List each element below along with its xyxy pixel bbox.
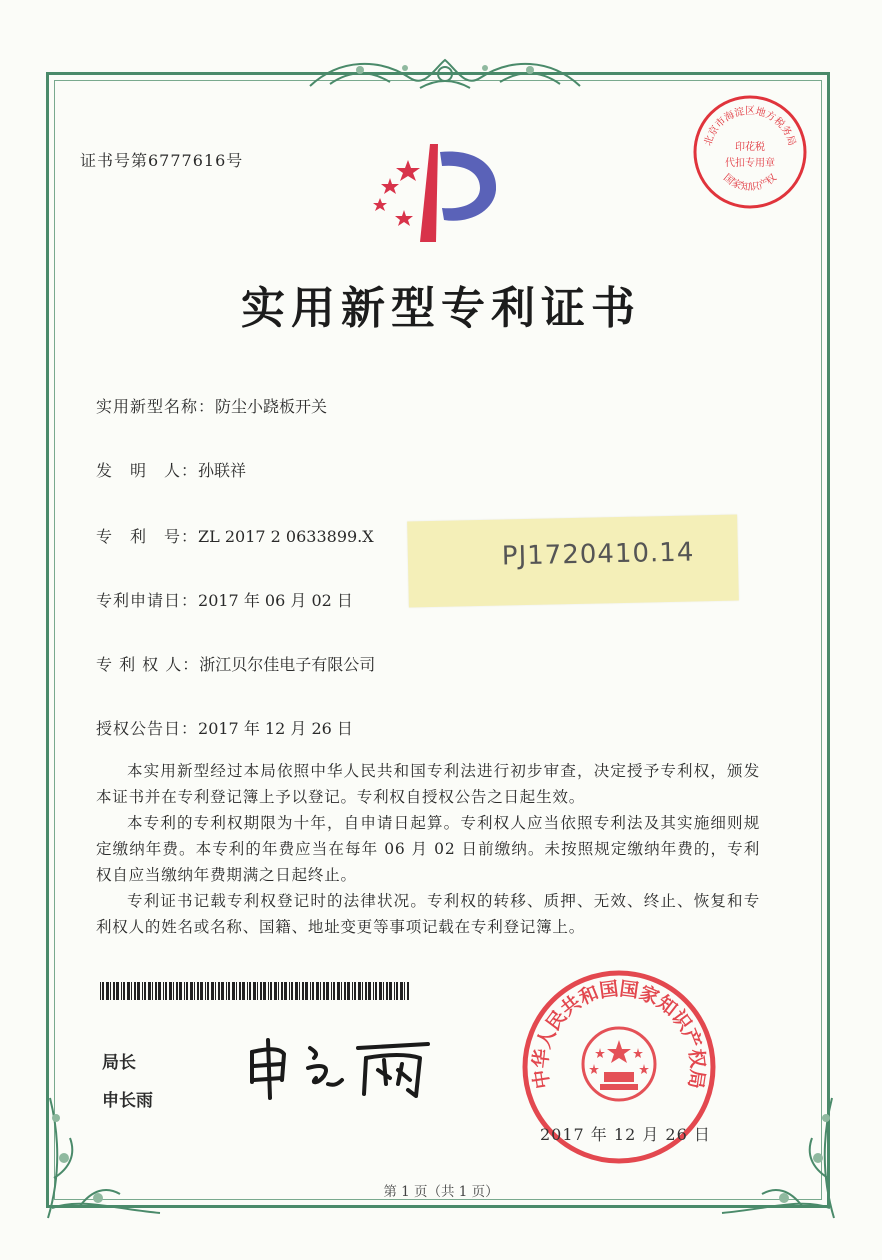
barcode-bar: [127, 982, 130, 1000]
barcode-bar: [249, 982, 251, 1000]
barcode-bar: [352, 982, 353, 1000]
director-title: 局长: [102, 1053, 136, 1073]
barcode-bar: [173, 982, 174, 1000]
barcode-bar: [176, 982, 178, 1000]
barcode-bar: [242, 982, 245, 1000]
barcode-bar: [386, 982, 388, 1000]
top-ornament-icon: [300, 48, 590, 94]
patent-office-logo-icon: [368, 138, 508, 244]
barcode-bar: [310, 982, 311, 1000]
barcode-bar: [400, 982, 403, 1000]
barcode-bar: [291, 982, 293, 1000]
barcode: [100, 982, 410, 1000]
barcode-bar: [379, 982, 382, 1000]
barcode-bar: [302, 982, 304, 1000]
barcode-bar: [341, 982, 342, 1000]
barcode-bar: [284, 982, 287, 1000]
barcode-bar: [110, 982, 111, 1000]
barcode-bar: [389, 982, 392, 1000]
field-value: 孙联祥: [198, 461, 247, 480]
corner-ornament-right-icon: [712, 1058, 842, 1228]
field-patent-number: [96, 524, 374, 547]
barcode-bar: [295, 982, 298, 1000]
field-label: 授权公告日：: [96, 719, 199, 738]
barcode-bar: [116, 982, 119, 1000]
barcode-bar: [337, 982, 340, 1000]
barcode-bar: [218, 982, 220, 1000]
barcode-bar: [179, 982, 182, 1000]
barcode-bar: [344, 982, 346, 1000]
field-grant-date: [96, 716, 353, 739]
barcode-bar: [134, 982, 136, 1000]
barcode-bar: [163, 982, 164, 1000]
barcode-bar: [211, 982, 214, 1000]
barcode-bar: [354, 982, 356, 1000]
barcode-bar: [226, 982, 227, 1000]
barcode-bar: [260, 982, 262, 1000]
barcode-bar: [247, 982, 248, 1000]
barcode-bar: [373, 982, 374, 1000]
field-label: 实用新型名称：: [96, 397, 216, 416]
barcode-bar: [102, 982, 104, 1000]
barcode-bar: [347, 982, 350, 1000]
barcode-bar: [194, 982, 195, 1000]
tax-stamp-bottom-text: 国家知识产权: [721, 172, 779, 194]
field-application-date: [96, 588, 353, 611]
barcode-bar: [113, 982, 115, 1000]
sticky-note: [407, 515, 739, 608]
page-number: 第 1 页（共 1 页）: [383, 1184, 499, 1200]
field-value: 2017 年 12 月 26 日: [198, 719, 353, 738]
barcode-bar: [323, 982, 325, 1000]
field-value: ZL 2017 2 0633899.X: [198, 527, 374, 546]
barcode-bar: [333, 982, 335, 1000]
barcode-bar: [278, 982, 279, 1000]
barcode-bar: [215, 982, 216, 1000]
barcode-bar: [365, 982, 367, 1000]
tax-stamp-line1: 印花税: [735, 142, 765, 153]
barcode-bar: [253, 982, 256, 1000]
barcode-bar: [375, 982, 377, 1000]
barcode-bar: [268, 982, 269, 1000]
barcode-bar: [270, 982, 272, 1000]
barcode-bar: [205, 982, 206, 1000]
sticky-note-text: PJ1720410.14: [501, 537, 695, 572]
barcode-bar: [190, 982, 193, 1000]
barcode-bar: [331, 982, 332, 1000]
barcode-bar: [368, 982, 371, 1000]
seal-text: 中华人民共和国国家知识产权局: [529, 977, 709, 1091]
barcode-bar: [358, 982, 361, 1000]
barcode-bar: [200, 982, 203, 1000]
barcode-bar: [362, 982, 363, 1000]
tax-stamp-outer-text: 北京市海淀区地方税务局: [702, 106, 798, 148]
barcode-bar: [121, 982, 122, 1000]
barcode-bar: [158, 982, 161, 1000]
barcode-bar: [169, 982, 172, 1000]
body-paragraph-2: 本专利的专利权期限为十年，自申请日起算。专利权人应当依照专利法及其实施细则规定缴纳年费。本专利的年费应当在每年 06 月 02 日前缴纳。未按照规定缴纳年费的，专利权自应当缴纳年费期满之日起终止。: [96, 814, 760, 884]
barcode-bar: [257, 982, 258, 1000]
director-name: 申长雨: [102, 1091, 153, 1111]
field-patentee: [96, 652, 375, 675]
field-label: 专 利 号：: [96, 527, 199, 546]
issue-date: 2017 年 12 月 26 日: [540, 1125, 711, 1144]
barcode-bar: [186, 982, 188, 1000]
barcode-bar: [207, 982, 209, 1000]
barcode-bar: [320, 982, 321, 1000]
body-paragraph-1: 本实用新型经过本局依照中华人民共和国专利法进行初步审查，决定授予专利权，颁发本证书并在专利登记簿上予以登记。专利权自授权公告之日起生效。: [96, 762, 760, 806]
tax-stamp-line2: 代扣专用章: [725, 158, 775, 169]
barcode-bar: [152, 982, 153, 1000]
barcode-bar: [100, 982, 101, 1000]
barcode-bar: [305, 982, 308, 1000]
handwritten-signature: [238, 1034, 438, 1102]
barcode-bar: [123, 982, 125, 1000]
barcode-bar: [274, 982, 277, 1000]
barcode-bar: [281, 982, 283, 1000]
barcode-bar: [165, 982, 167, 1000]
svg-text:国家知识产权: [721, 171, 779, 194]
barcode-bar: [197, 982, 199, 1000]
barcode-bar: [155, 982, 157, 1000]
field-value: 2017 年 06 月 02 日: [198, 591, 353, 610]
barcode-bar: [184, 982, 185, 1000]
barcode-bar: [394, 982, 395, 1000]
field-value: 防尘小跷板开关: [215, 397, 328, 416]
body-paragraph-3: 专利证书记载专利权登记时的法律状况。专利权的转移、质押、无效、终止、恢复和专利权人的姓名或名称、国籍、地址变更等事项记载在专利登记簿上。: [96, 892, 760, 936]
barcode-bar: [142, 982, 143, 1000]
barcode-bar: [407, 982, 409, 1000]
barcode-bar: [144, 982, 146, 1000]
barcode-bar: [131, 982, 132, 1000]
barcode-bar: [383, 982, 384, 1000]
field-label: 专 利 权 人：: [96, 655, 200, 674]
barcode-bar: [396, 982, 398, 1000]
field-value: 浙江贝尔佳电子有限公司: [199, 655, 376, 674]
corner-ornament-left-icon: [40, 1058, 170, 1228]
barcode-bar: [316, 982, 319, 1000]
field-label: 发 明 人：: [96, 461, 199, 480]
barcode-bar: [232, 982, 235, 1000]
barcode-bar: [236, 982, 237, 1000]
field-label: 专利申请日：: [96, 591, 199, 610]
barcode-bar: [263, 982, 266, 1000]
tax-stamp-seal: [690, 92, 810, 212]
barcode-bar: [289, 982, 290, 1000]
barcode-bar: [326, 982, 329, 1000]
barcode-bar: [404, 982, 405, 1000]
barcode-bar: [221, 982, 224, 1000]
barcode-bar: [312, 982, 314, 1000]
barcode-bar: [239, 982, 241, 1000]
barcode-bar: [228, 982, 230, 1000]
field-inventor: [96, 458, 246, 481]
certificate-title: 实用新型专利证书: [241, 283, 641, 334]
certificate-number: 证书号第6777616号: [80, 151, 244, 170]
field-utility-model-name: [96, 394, 327, 417]
barcode-bar: [106, 982, 109, 1000]
barcode-bar: [148, 982, 151, 1000]
barcode-bar: [137, 982, 140, 1000]
svg-text:北京市海淀区地方税务局: [702, 104, 798, 147]
barcode-bar: [299, 982, 300, 1000]
